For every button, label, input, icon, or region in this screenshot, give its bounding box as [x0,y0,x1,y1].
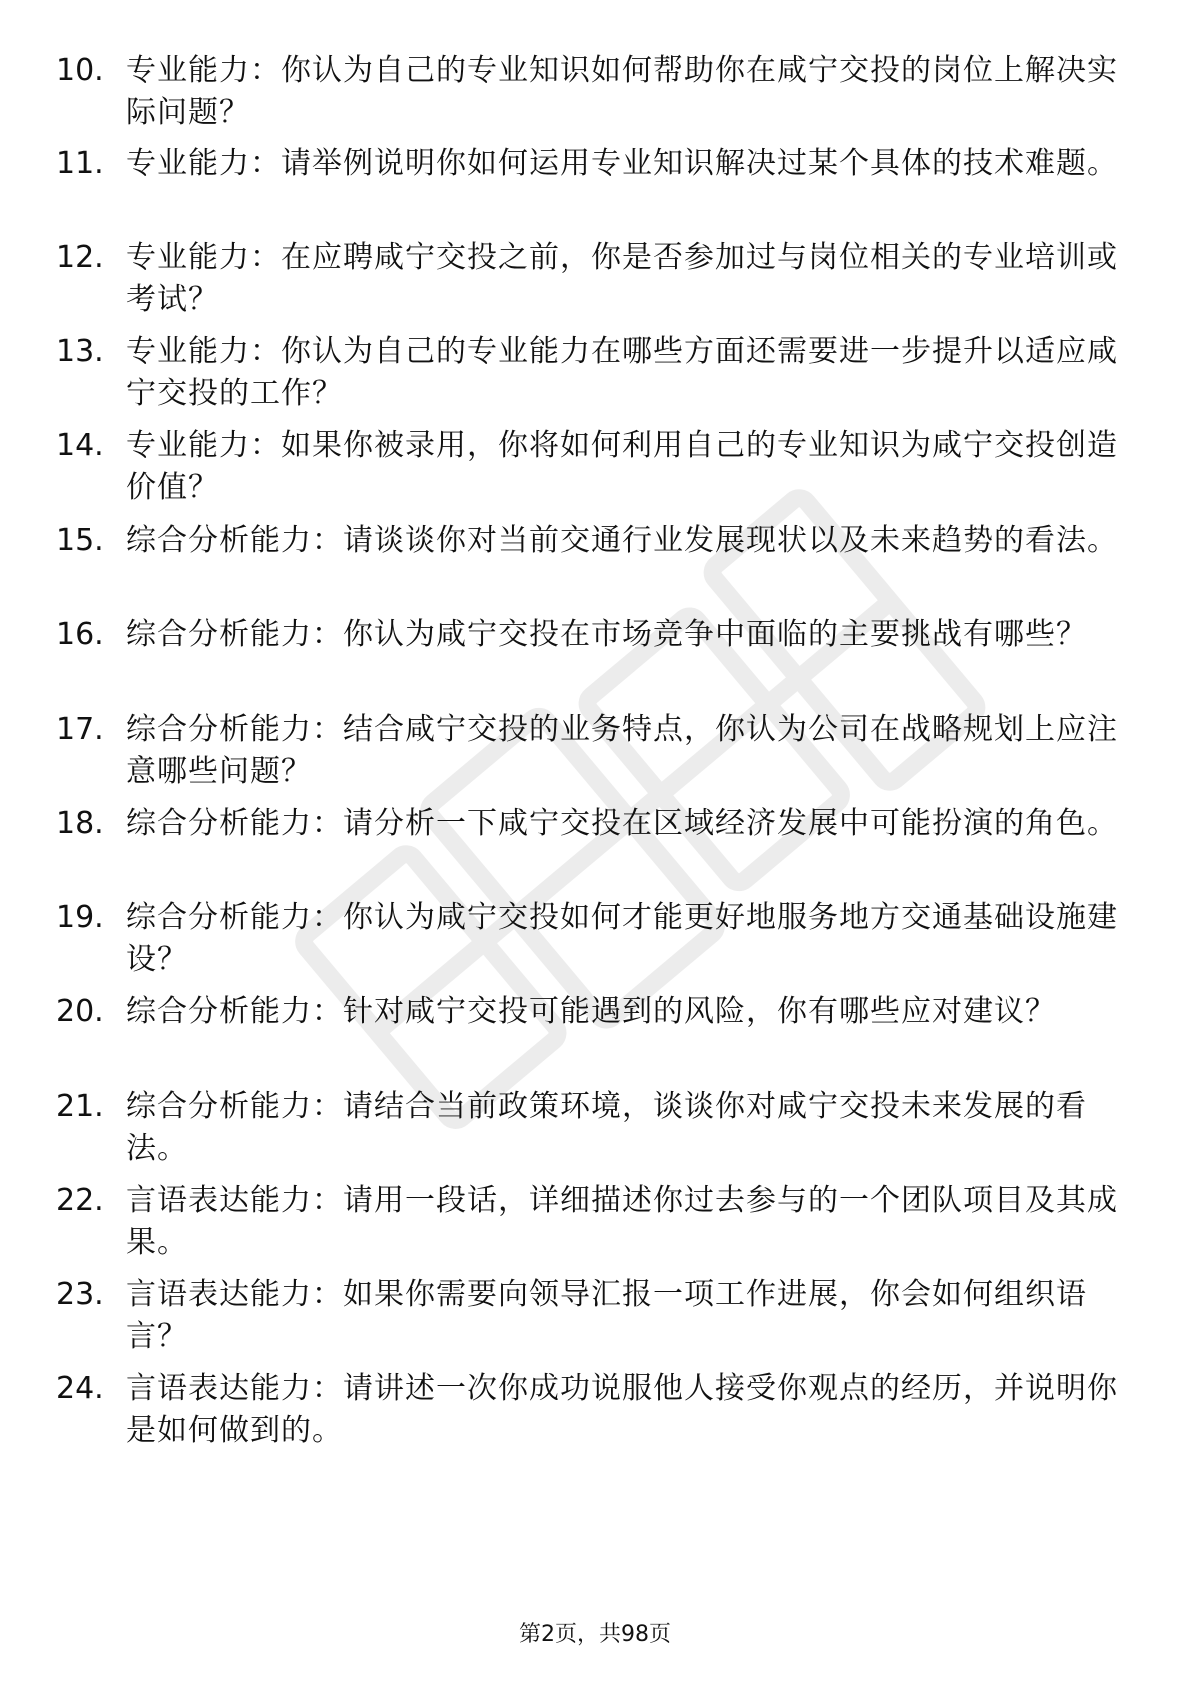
question-text: 言语表达能力：如果你需要向领导汇报一项工作进展，你会如何组织语言？ [126,1277,1087,1354]
question-text: 专业能力：你认为自己的专业能力在哪些方面还需要进一步提升以适应咸宁交投的工作？ [126,334,1118,411]
question-number: 15. [56,523,104,558]
question-number: 10. [56,53,104,88]
question-text: 综合分析能力：结合咸宁交投的业务特点，你认为公司在战略规划上应注意哪些问题？ [126,712,1118,789]
page-number-label: 第2页，共98页 [519,1622,671,1647]
question-text: 专业能力：在应聘咸宁交投之前，你是否参加过与岗位相关的专业培训或考试？ [126,240,1118,317]
page-footer [0,1620,1190,1650]
question-number: 18. [56,806,104,841]
question-number: 11. [56,146,104,181]
question-text: 综合分析能力：针对咸宁交投可能遇到的风险，你有哪些应对建议？ [126,994,1056,1029]
question-number: 16. [56,617,104,652]
question-number: 17. [56,712,104,747]
question-text: 综合分析能力：请分析一下咸宁交投在区域经济发展中可能扮演的角色。 [126,806,1118,841]
question-text: 专业能力：如果你被录用，你将如何利用自己的专业知识为咸宁交投创造价值？ [126,428,1118,505]
question-number: 24. [56,1371,104,1406]
question-number: 13. [56,334,104,369]
question-number: 12. [56,240,104,275]
question-number: 23. [56,1277,104,1312]
question-number: 14. [56,428,104,463]
question-number: 21. [56,1089,104,1124]
question-text: 专业能力：请举例说明你如何运用专业知识解决过某个具体的技术难题。 [126,146,1118,181]
question-text: 言语表达能力：请讲述一次你成功说服他人接受你观点的经历，并说明你是如何做到的。 [126,1371,1118,1448]
question-text: 综合分析能力：请谈谈你对当前交通行业发展现状以及未来趋势的看法。 [126,523,1118,558]
question-text: 综合分析能力：你认为咸宁交投如何才能更好地服务地方交通基础设施建设？ [126,900,1118,977]
question-text: 言语表达能力：请用一段话，详细描述你过去参与的一个团队项目及其成果。 [126,1183,1118,1260]
question-number: 20. [56,994,104,1029]
question-text: 综合分析能力：请结合当前政策环境，谈谈你对咸宁交投未来发展的看法。 [126,1089,1087,1166]
question-text: 专业能力：你认为自己的专业知识如何帮助你在咸宁交投的岗位上解决实际问题？ [126,53,1118,130]
question-text: 综合分析能力：你认为咸宁交投在市场竞争中面临的主要挑战有哪些？ [126,617,1087,652]
question-number: 19. [56,900,104,935]
question-number: 22. [56,1183,104,1218]
